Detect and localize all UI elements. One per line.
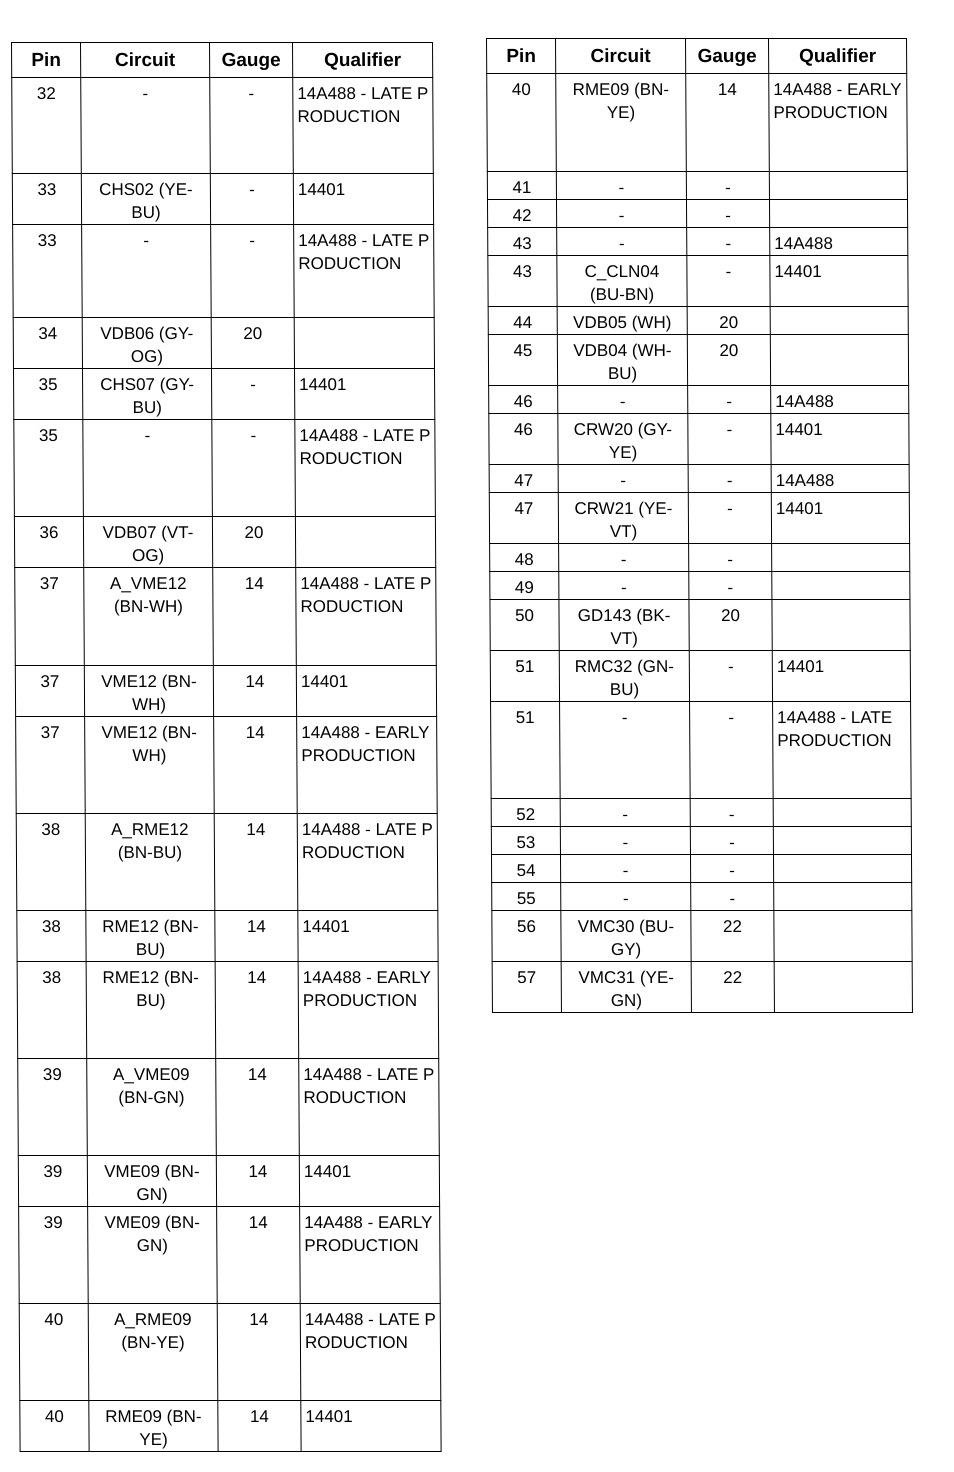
table-row bbox=[12, 78, 434, 174]
table-row bbox=[489, 493, 909, 544]
pin-cell: 57 bbox=[492, 962, 561, 1013]
circuit-cell: A_RME09 (BN-YE) bbox=[88, 1304, 218, 1401]
circuit-cell: VME12 (BN-WH) bbox=[85, 717, 215, 814]
gauge-cell: - bbox=[210, 174, 293, 225]
pin-cell: 50 bbox=[490, 600, 559, 651]
qualifier-cell: 14A488 bbox=[770, 228, 908, 256]
pin-cell: 46 bbox=[489, 414, 558, 465]
qualifier-cell bbox=[295, 517, 435, 568]
qualifier-cell: 14A488 bbox=[771, 386, 909, 414]
pin-cell: 39 bbox=[18, 1156, 87, 1207]
qualifier-cell bbox=[772, 544, 910, 572]
gauge-cell: 14 bbox=[217, 1304, 301, 1401]
table-row bbox=[488, 307, 908, 335]
table-row bbox=[17, 962, 439, 1059]
circuit-cell: CHS02 (YE-BU) bbox=[81, 174, 210, 225]
pin-cell: 53 bbox=[491, 827, 560, 855]
gauge-cell: 14 bbox=[214, 717, 298, 814]
table-row bbox=[16, 814, 438, 911]
circuit-cell: RME09 (BN-YE) bbox=[556, 74, 687, 172]
qualifier-cell: 14401 bbox=[296, 666, 436, 717]
table-row bbox=[16, 717, 438, 814]
table-row bbox=[491, 702, 912, 799]
pin-cell: 47 bbox=[489, 493, 558, 544]
circuit-cell: - bbox=[560, 855, 690, 883]
pin-cell: 52 bbox=[491, 799, 560, 827]
qualifier-cell bbox=[774, 883, 912, 911]
pinout-table-left bbox=[11, 42, 442, 1452]
pin-cell: 38 bbox=[16, 814, 86, 911]
circuit-cell: VME12 (BN-WH) bbox=[84, 666, 213, 717]
circuit-cell: VME09 (BN-GN) bbox=[87, 1156, 216, 1207]
circuit-cell: RMC32 (GN-BU) bbox=[559, 651, 689, 702]
qualifier-cell: 14401 bbox=[298, 911, 438, 962]
pin-cell: 32 bbox=[12, 78, 82, 174]
gauge-cell: - bbox=[687, 256, 770, 307]
table-row bbox=[15, 666, 436, 717]
pin-cell: 48 bbox=[490, 544, 559, 572]
pin-cell: 51 bbox=[490, 651, 559, 702]
gauge-cell: - bbox=[688, 414, 771, 465]
table-row bbox=[12, 174, 433, 225]
pin-cell: 44 bbox=[488, 307, 557, 335]
circuit-cell: - bbox=[559, 572, 689, 600]
circuit-cell: - bbox=[559, 544, 689, 572]
pin-cell: 35 bbox=[13, 369, 82, 420]
header-qualifier: Qualifier bbox=[769, 39, 907, 74]
pin-cell: 43 bbox=[488, 228, 557, 256]
gauge-cell: 22 bbox=[691, 962, 774, 1013]
gauge-cell: 20 bbox=[212, 517, 295, 568]
qualifier-cell bbox=[769, 200, 907, 228]
gauge-cell: - bbox=[687, 228, 770, 256]
table-row bbox=[490, 572, 910, 600]
qualifier-cell: 14401 bbox=[301, 1401, 441, 1452]
circuit-cell: A_RME12 (BN-BU) bbox=[85, 814, 215, 911]
circuit-cell: CRW20 (GY-YE) bbox=[558, 414, 688, 465]
qualifier-cell: 14401 bbox=[771, 414, 909, 465]
circuit-cell: - bbox=[556, 200, 686, 228]
circuit-cell: VME09 (BN-GN) bbox=[88, 1207, 218, 1304]
circuit-cell: RME09 (BN-YE) bbox=[89, 1401, 218, 1452]
circuit-cell: A_VME12 (BN-WH) bbox=[84, 568, 214, 666]
qualifier-cell bbox=[773, 827, 911, 855]
qualifier-cell: 14401 bbox=[293, 174, 433, 225]
gauge-cell: 14 bbox=[216, 1156, 299, 1207]
qualifier-cell: 14A488 - EARLY PRODUCTION bbox=[297, 717, 438, 814]
circuit-cell: - bbox=[557, 228, 687, 256]
gauge-cell: - bbox=[689, 651, 772, 702]
pin-cell: 37 bbox=[15, 568, 85, 666]
table-row bbox=[487, 74, 908, 172]
gauge-cell: - bbox=[690, 799, 773, 827]
table-row bbox=[491, 855, 911, 883]
qualifier-cell: 14401 bbox=[299, 1156, 439, 1207]
table-row bbox=[17, 911, 438, 962]
table-row bbox=[492, 911, 912, 962]
gauge-cell: - bbox=[691, 883, 774, 911]
table-row bbox=[488, 335, 908, 386]
pin-cell: 36 bbox=[14, 517, 83, 568]
qualifier-cell: 14A488 - LATE PRODUCTION bbox=[773, 702, 912, 799]
gauge-cell: - bbox=[689, 544, 772, 572]
qualifier-cell bbox=[774, 911, 912, 962]
header-row bbox=[487, 39, 907, 74]
pin-cell: 51 bbox=[491, 702, 561, 799]
circuit-cell: - bbox=[83, 420, 213, 517]
table-row bbox=[13, 318, 434, 369]
table-row bbox=[489, 465, 909, 493]
qualifier-cell bbox=[770, 307, 908, 335]
gauge-cell: - bbox=[211, 225, 295, 318]
circuit-cell: RME12 (BN-BU) bbox=[86, 962, 216, 1059]
qualifier-cell bbox=[770, 335, 908, 386]
pin-cell: 55 bbox=[492, 883, 561, 911]
qualifier-cell: 14A488 - LATE PRODUCTION bbox=[293, 78, 434, 174]
circuit-cell: VDB07 (VT-OG) bbox=[83, 517, 212, 568]
circuit-cell: - bbox=[558, 386, 688, 414]
qualifier-cell: 14A488 - LATE PRODUCTION bbox=[295, 420, 436, 517]
table-row bbox=[488, 256, 908, 307]
pin-cell: 34 bbox=[13, 318, 82, 369]
gauge-cell: - bbox=[688, 465, 771, 493]
circuit-cell: VMC30 (BU-GY) bbox=[561, 911, 691, 962]
header-gauge: Gauge bbox=[210, 43, 293, 78]
table-row bbox=[491, 827, 911, 855]
qualifier-cell: 14A488 - LATE PRODUCTION bbox=[297, 814, 438, 911]
qualifier-cell: 14A488 - LATE PRODUCTION bbox=[294, 225, 435, 318]
circuit-cell: C_CLN04 (BU-BN) bbox=[557, 256, 687, 307]
circuit-cell: - bbox=[560, 827, 690, 855]
table-row bbox=[18, 1059, 440, 1156]
table-row bbox=[20, 1401, 441, 1452]
table-row bbox=[491, 799, 911, 827]
header-circuit: Circuit bbox=[556, 39, 686, 74]
circuit-cell: - bbox=[82, 225, 212, 318]
circuit-cell: - bbox=[561, 883, 691, 911]
gauge-cell: - bbox=[210, 78, 294, 174]
circuit-cell: - bbox=[558, 465, 688, 493]
qualifier-cell: 14A488 - EARLY PRODUCTION bbox=[298, 962, 439, 1059]
circuit-cell: CRW21 (YE-VT) bbox=[558, 493, 688, 544]
table-row bbox=[489, 386, 909, 414]
header-circuit: Circuit bbox=[81, 43, 210, 78]
pin-cell: 46 bbox=[489, 386, 558, 414]
qualifier-cell bbox=[773, 855, 911, 883]
pin-cell: 40 bbox=[20, 1401, 89, 1452]
gauge-cell: 20 bbox=[689, 600, 772, 651]
pin-cell: 37 bbox=[15, 666, 84, 717]
pin-cell: 42 bbox=[487, 200, 556, 228]
gauge-cell: - bbox=[212, 420, 296, 517]
gauge-cell: - bbox=[211, 369, 294, 420]
pin-cell: 45 bbox=[488, 335, 557, 386]
table-row bbox=[488, 228, 908, 256]
gauge-cell: - bbox=[688, 493, 771, 544]
gauge-cell: - bbox=[686, 172, 769, 200]
circuit-cell: VDB06 (GY-OG) bbox=[82, 318, 211, 369]
gauge-cell: - bbox=[690, 702, 774, 799]
pin-cell: 56 bbox=[492, 911, 561, 962]
table-row bbox=[490, 544, 910, 572]
circuit-cell: - bbox=[556, 172, 686, 200]
qualifier-cell bbox=[772, 572, 910, 600]
pin-cell: 54 bbox=[491, 855, 560, 883]
circuit-cell: CHS07 (GY-BU) bbox=[82, 369, 211, 420]
circuit-cell: VMC31 (YE-GN) bbox=[561, 962, 691, 1013]
gauge-cell: 20 bbox=[687, 307, 770, 335]
table-row bbox=[492, 883, 912, 911]
table-row bbox=[489, 414, 909, 465]
qualifier-cell: 14A488 - EARLY PRODUCTION bbox=[769, 74, 908, 172]
table-row bbox=[18, 1156, 439, 1207]
pinout-table-right bbox=[486, 38, 913, 1013]
table-row bbox=[14, 517, 435, 568]
circuit-cell: GD143 (BK-VT) bbox=[559, 600, 689, 651]
gauge-cell: - bbox=[688, 386, 771, 414]
pin-cell: 43 bbox=[488, 256, 557, 307]
table-row bbox=[19, 1304, 441, 1401]
gauge-cell: 14 bbox=[215, 962, 299, 1059]
gauge-cell: 20 bbox=[211, 318, 294, 369]
pin-cell: 39 bbox=[19, 1207, 89, 1304]
pin-cell: 33 bbox=[13, 225, 83, 318]
pin-cell: 49 bbox=[490, 572, 559, 600]
pin-cell: 40 bbox=[487, 74, 557, 172]
qualifier-cell bbox=[294, 318, 434, 369]
table-row bbox=[15, 568, 437, 666]
pin-cell: 33 bbox=[12, 174, 81, 225]
header-row bbox=[12, 43, 433, 78]
qualifier-cell: 14401 bbox=[294, 369, 434, 420]
pin-cell: 35 bbox=[14, 420, 84, 517]
circuit-cell: - bbox=[560, 702, 691, 799]
table-row bbox=[19, 1207, 441, 1304]
circuit-cell: - bbox=[81, 78, 211, 174]
qualifier-cell: 14A488 - LATE PRODUCTION bbox=[296, 568, 437, 666]
qualifier-cell: 14A488 - LATE PRODUCTION bbox=[299, 1059, 440, 1156]
header-pin: Pin bbox=[12, 43, 81, 78]
pin-cell: 47 bbox=[489, 465, 558, 493]
qualifier-cell bbox=[774, 962, 912, 1013]
gauge-cell: - bbox=[690, 855, 773, 883]
qualifier-cell bbox=[769, 172, 907, 200]
pin-cell: 38 bbox=[17, 911, 86, 962]
circuit-cell: VDB04 (WH-BU) bbox=[557, 335, 687, 386]
table-row bbox=[487, 172, 907, 200]
gauge-cell: - bbox=[686, 200, 769, 228]
table-row bbox=[13, 369, 434, 420]
qualifier-cell: 14401 bbox=[771, 493, 909, 544]
qualifier-cell: 14401 bbox=[772, 651, 910, 702]
header-pin: Pin bbox=[487, 39, 556, 74]
gauge-cell: 14 bbox=[686, 74, 770, 172]
qualifier-cell bbox=[773, 799, 911, 827]
qualifier-cell: 14A488 bbox=[771, 465, 909, 493]
circuit-cell: - bbox=[560, 799, 690, 827]
header-qualifier: Qualifier bbox=[293, 43, 433, 78]
gauge-cell: - bbox=[689, 572, 772, 600]
header-gauge: Gauge bbox=[686, 39, 769, 74]
gauge-cell: 20 bbox=[687, 335, 770, 386]
pin-cell: 37 bbox=[16, 717, 86, 814]
table-row bbox=[14, 420, 436, 517]
qualifier-cell: 14A488 - LATE PRODUCTION bbox=[300, 1304, 441, 1401]
gauge-cell: 14 bbox=[213, 666, 296, 717]
gauge-cell: 14 bbox=[217, 1207, 301, 1304]
gauge-cell: - bbox=[690, 827, 773, 855]
circuit-cell: VDB05 (WH) bbox=[557, 307, 687, 335]
qualifier-cell: 14401 bbox=[770, 256, 908, 307]
pin-cell: 39 bbox=[18, 1059, 88, 1156]
qualifier-cell bbox=[772, 600, 910, 651]
pin-cell: 41 bbox=[487, 172, 556, 200]
pin-cell: 38 bbox=[17, 962, 87, 1059]
gauge-cell: 14 bbox=[215, 911, 298, 962]
table-row bbox=[490, 600, 910, 651]
table-row bbox=[13, 225, 435, 318]
gauge-cell: 14 bbox=[213, 568, 297, 666]
gauge-cell: 22 bbox=[691, 911, 774, 962]
table-row bbox=[487, 200, 907, 228]
gauge-cell: 14 bbox=[214, 814, 298, 911]
table-row bbox=[490, 651, 910, 702]
circuit-cell: A_VME09 (BN-GN) bbox=[87, 1059, 217, 1156]
qualifier-cell: 14A488 - EARLY PRODUCTION bbox=[300, 1207, 441, 1304]
gauge-cell: 14 bbox=[218, 1401, 301, 1452]
table-row bbox=[492, 962, 912, 1013]
circuit-cell: RME12 (BN-BU) bbox=[86, 911, 215, 962]
pin-cell: 40 bbox=[19, 1304, 89, 1401]
gauge-cell: 14 bbox=[216, 1059, 300, 1156]
